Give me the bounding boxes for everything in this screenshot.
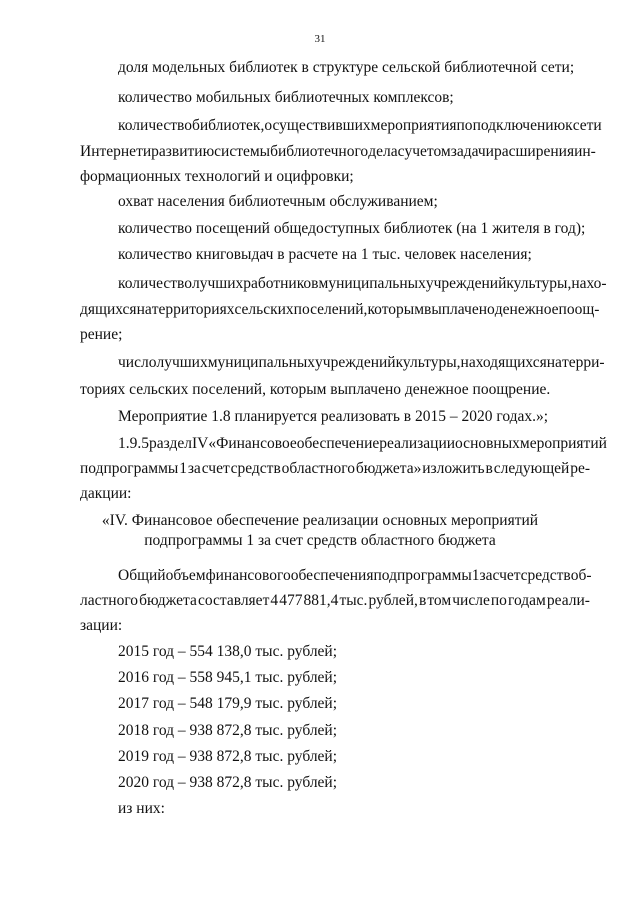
word: учреждений [315, 354, 396, 371]
word: подпрограммы [80, 460, 179, 477]
word: лучших [156, 354, 208, 371]
word: территориях [151, 301, 235, 318]
word: в [485, 460, 493, 477]
word: задачи [450, 143, 494, 160]
word: рублей, [368, 592, 418, 609]
word: денежное [494, 301, 559, 318]
word: лучших [192, 275, 244, 292]
word: учреждений [425, 275, 507, 292]
text-line: ториях сельских поселений, которым выплачено денежное поощрение. [80, 381, 551, 398]
year-amount-line: 2019 год – 938 872,8 тыс. рублей; [118, 748, 338, 765]
section-heading-line: «IV. Финансовое обеспечение реализации основных мероприятий [101, 512, 539, 529]
word: 1 [471, 567, 480, 584]
text-line [80, 591, 590, 611]
text-line [80, 459, 590, 479]
word: следующей [493, 460, 570, 477]
text-line: охват населения библиотечным обслуживанием; [118, 193, 438, 210]
word: мероприятий [519, 435, 607, 452]
text-line [118, 274, 607, 294]
word: подключению [472, 117, 566, 134]
word: с [397, 143, 405, 160]
word: об- [570, 567, 592, 584]
word: годам [508, 592, 546, 609]
text-line [118, 353, 605, 373]
word: 477 [279, 592, 303, 609]
word: Общий [118, 567, 166, 584]
word: на [136, 301, 152, 318]
text-line [80, 142, 596, 162]
word: обеспечения [290, 567, 374, 584]
word: муниципальных [207, 354, 316, 371]
word: ластного [80, 592, 139, 609]
word: 4 [270, 592, 279, 609]
word: составляет [197, 592, 270, 609]
text-line: зации: [80, 617, 123, 634]
word: реализации [379, 435, 456, 452]
word: по [490, 592, 507, 609]
word: которым [367, 301, 425, 318]
word: раздел [149, 435, 192, 452]
word: финансового [205, 567, 291, 584]
word: количество [118, 117, 192, 134]
word: изложить [422, 460, 485, 477]
word: сельских [234, 301, 294, 318]
text-line [118, 566, 590, 586]
text-line: доля модельных библиотек в структуре сельской библиотечной сети; [118, 59, 575, 76]
word: культуры, [506, 275, 572, 292]
word: сети [572, 117, 602, 134]
word: бюджета» [355, 460, 422, 477]
word: библиотечного [270, 143, 369, 160]
word: поощ- [558, 301, 600, 318]
word: системы [214, 143, 271, 160]
word: дела [368, 143, 398, 160]
word: поселений, [293, 301, 368, 318]
word: тыс. [339, 592, 368, 609]
word: средств [230, 460, 281, 477]
text-line: из них: [118, 800, 165, 817]
word: нахо- [571, 275, 607, 292]
word: находящихся [460, 354, 547, 371]
text-line: формационных технологий и оцифровки; [80, 168, 354, 185]
word: выплачено [424, 301, 495, 318]
text-line [118, 116, 602, 136]
word: основных [455, 435, 520, 452]
word: учетом [404, 143, 451, 160]
word: мероприятия [370, 117, 457, 134]
word: количество [118, 275, 192, 292]
word: расширения [493, 143, 575, 160]
text-line: количество мобильных библиотечных комплексов; [118, 89, 454, 106]
page-number: 31 [314, 33, 326, 45]
word: библиотек, [192, 117, 265, 134]
word: IV [191, 435, 209, 452]
text-line [80, 300, 600, 320]
word: развитию [151, 143, 215, 160]
word: терри- [561, 354, 605, 371]
word: бюджета [139, 592, 197, 609]
year-amount-line: 2018 год – 938 872,8 тыс. рублей; [118, 722, 338, 739]
word: по [456, 117, 473, 134]
year-amount-line: 2015 год – 554 138,0 тыс. рублей; [118, 643, 338, 660]
year-amount-line: 2017 год – 548 179,9 тыс. рублей; [118, 695, 338, 712]
word: работников [243, 275, 319, 292]
word: в [418, 592, 427, 609]
word: культуры, [395, 354, 461, 371]
section-heading-line: подпрограммы 1 за счет средств областного бюджета [144, 532, 496, 549]
word: числе [452, 592, 490, 609]
word: за [187, 460, 201, 477]
word: муниципальных [318, 275, 426, 292]
word: 881,4 [303, 592, 339, 609]
word: счет [201, 460, 230, 477]
word: к [565, 117, 573, 134]
word: 1 [179, 460, 187, 477]
word: на [546, 354, 562, 371]
word: 1.9.5 [118, 435, 149, 452]
text-line [118, 434, 607, 454]
text-line: рение; [80, 326, 123, 343]
word: объем [165, 567, 206, 584]
word: средств [520, 567, 571, 584]
word: и [142, 143, 152, 160]
word: счет [492, 567, 521, 584]
word: ре- [570, 460, 590, 477]
word: ин- [574, 143, 596, 160]
text-line: количество посещений общедоступных библиотек (на 1 жителя в год); [118, 220, 586, 237]
text-line: Мероприятие 1.8 планируется реализовать в 2015 – 2020 годах.»; [118, 408, 549, 425]
word: осуществивших [264, 117, 371, 134]
word: подпрограммы [373, 567, 472, 584]
year-amount-line: 2016 год – 558 945,1 тыс. рублей; [118, 669, 338, 686]
text-line: количество книговыдач в расчете на 1 тыс. человек населения; [118, 246, 532, 263]
word: том [427, 592, 452, 609]
word: обеспечение [296, 435, 380, 452]
word: Интернет [80, 143, 143, 160]
year-amount-line: 2020 год – 938 872,8 тыс. рублей; [118, 774, 338, 791]
word: за [479, 567, 493, 584]
word: областного [281, 460, 355, 477]
word: дящихся [80, 301, 137, 318]
text-line: дакции: [80, 485, 132, 502]
word: число [118, 354, 157, 371]
word: «Финансовое [208, 435, 297, 452]
word: реали- [546, 592, 590, 609]
